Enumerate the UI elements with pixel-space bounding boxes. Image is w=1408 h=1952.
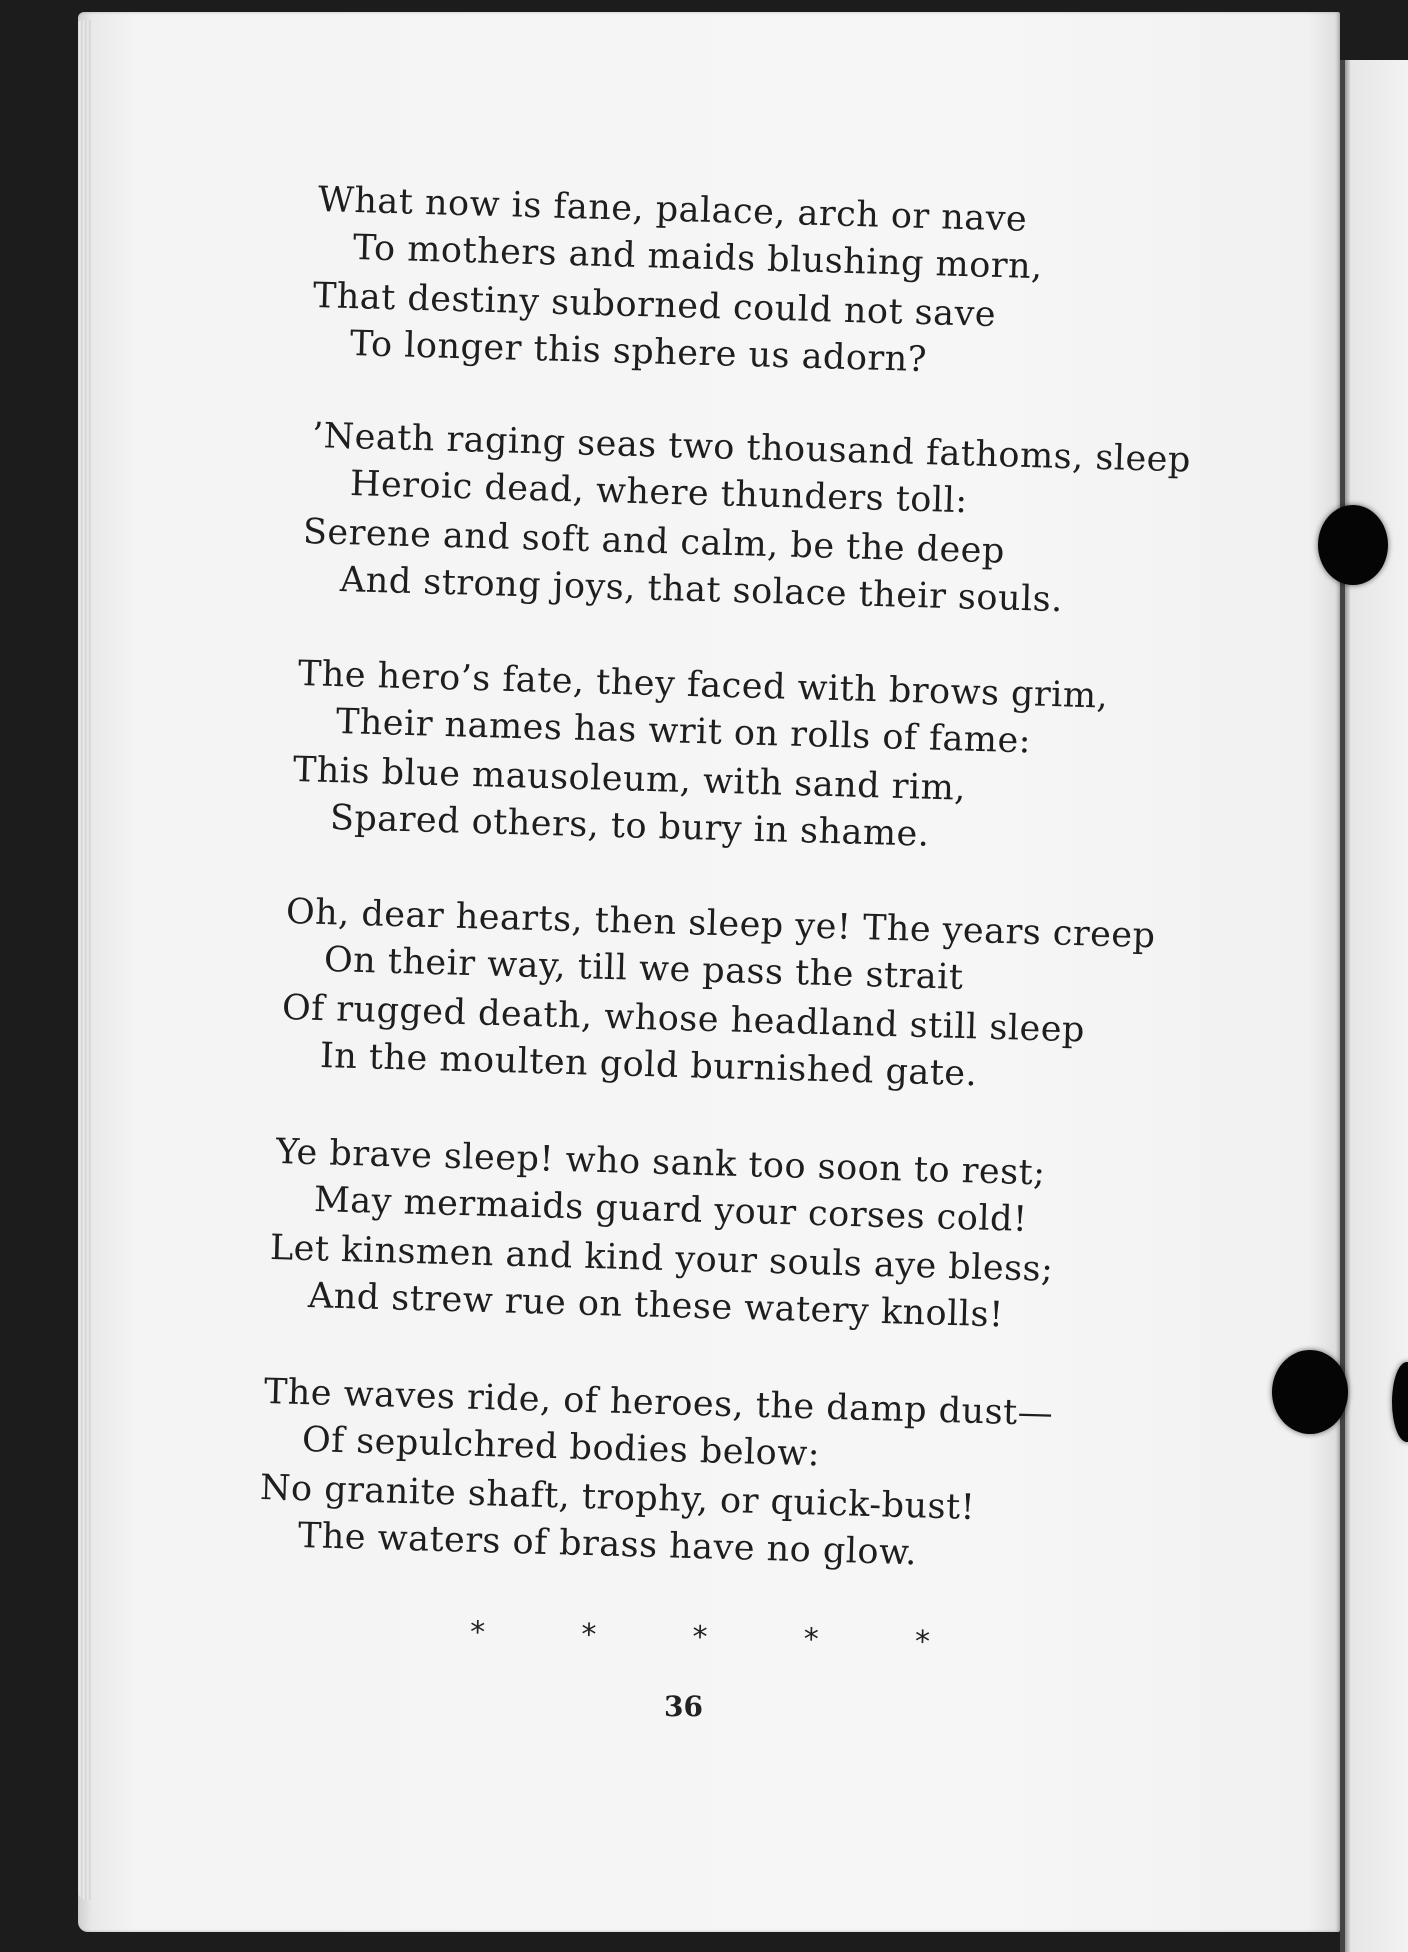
poem-line: Heroic dead, where thunders toll: bbox=[349, 464, 969, 522]
asterisk-ornament: * bbox=[580, 1617, 597, 1653]
poem-line: In the moulten gold burnished gate. bbox=[319, 1036, 978, 1095]
poem-line: And strong joys, that solace their souls. bbox=[339, 560, 1064, 621]
asterisk-ornament: * bbox=[914, 1624, 931, 1660]
poem-line: On their way, till we pass the strait bbox=[323, 940, 964, 998]
poem-line: Spared others, to bury in shame. bbox=[329, 798, 930, 855]
asterisk-ornament: * bbox=[469, 1615, 486, 1651]
poem-line: The waters of brass have no glow. bbox=[297, 1516, 918, 1574]
poem-line: ’Neath raging seas two thousand fathoms, sleep bbox=[311, 416, 1192, 481]
poem-line: Oh, dear hearts, then sleep ye! The years creep bbox=[285, 892, 1157, 957]
asterisk-ornament: * bbox=[803, 1622, 820, 1658]
poem-line: To longer this sphere us adorn? bbox=[349, 324, 928, 381]
poem-line: Of sepulchred bodies below: bbox=[301, 1420, 821, 1475]
poem-line: That destiny suborned could not save bbox=[312, 276, 997, 336]
poem-line: What now is fane, palace, arch or nave bbox=[317, 180, 1028, 240]
poem-line: To mothers and maids blushing morn, bbox=[352, 228, 1044, 288]
poem-line: Let kinsmen and kind your souls aye bless; bbox=[269, 1228, 1054, 1290]
poem-line: This blue mausoleum, with sand rim, bbox=[292, 750, 967, 809]
poem-line: Ye brave sleep! who sank too soon to rest; bbox=[275, 1132, 1046, 1194]
page-number: 36 bbox=[664, 1690, 703, 1723]
poem-line: The hero’s fate, they faced with brows grim, bbox=[297, 654, 1109, 717]
poem-line: No granite shaft, trophy, or quick-bust! bbox=[259, 1468, 976, 1528]
poem-line: The waves ride, of heroes, the damp dust— bbox=[263, 1372, 1054, 1435]
poem-line: And strew rue on these watery knolls! bbox=[307, 1276, 1005, 1336]
asterisk-ornament: * bbox=[692, 1619, 708, 1656]
poem-line: May mermaids guard your corses cold! bbox=[313, 1180, 1029, 1240]
poem-line: Their names has writ on rolls of fame: bbox=[335, 702, 1032, 762]
poem-line: Serene and soft and calm, be the deep bbox=[302, 512, 1006, 572]
poem-line: Of rugged death, whose headland still sleep bbox=[281, 988, 1086, 1051]
